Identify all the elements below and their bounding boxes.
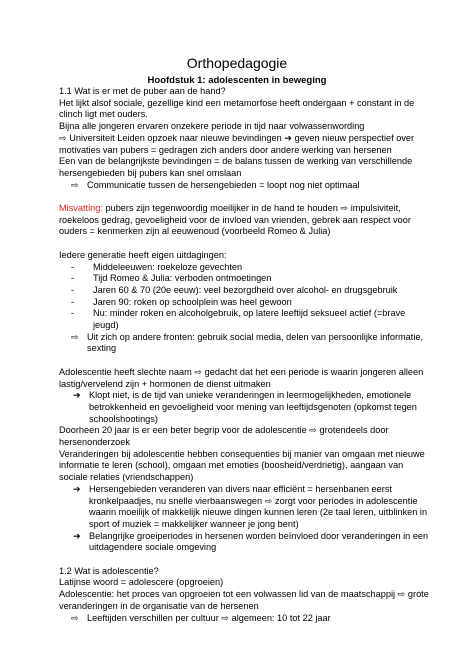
paragraph: Latijnse woord = adolescere (opgroeien) — [59, 577, 224, 588]
document-body — [59, 86, 431, 624]
document-title: Orthopedagogie — [186, 55, 288, 71]
list-item: - Jaren 60 & 70 (20e eeuw): veel bezorgdheid over alcohol- en drugsgebruik — [71, 284, 398, 295]
paragraph: ⇨ Universiteit Leiden opzoek naar nieuwe bevindingen ➔ geven nieuw perspectief over motivaties van pubers = gedragen zich anders door andere werking van hersenen — [59, 132, 415, 155]
paragraph: Misvatting: pubers zijn tegenwoordig moeilijker in de hand te houden ⇨ impulsiviteit, roekeloos gedrag, gevoeligheid voor de invloed van vrienden, gebrek aan respect voor ouders = kenmerken zijn al eeuwenoud (voorbeeld Romeo & Julia) — [59, 203, 411, 237]
outline-arrow-icon: ⇨ — [397, 589, 406, 600]
outline-arrow-icon: ⇨ — [340, 203, 349, 214]
outline-arrow-icon: ⇨ — [71, 179, 79, 190]
bullet-row: ⇨ Uit zich op andere fronten: gebruik social media, delen van persoonlijke informatie, sexting — [71, 331, 424, 354]
bullet-row: ➔ Belangrijke groeiperiodes in hersenen worden beïnvloed door veranderingen in een uitdagendere sociale omgeving — [73, 530, 429, 553]
bullet-row: ⇨ Leeftijden verschillen per cultuur ⇨ algemeen: 10 tot 22 jaar — [71, 612, 331, 623]
list-item: - Tijd Romeo & Julia: verboden ontmoetingen — [71, 273, 272, 284]
bullet-row: ➔ Hersengebieden veranderen van divers naar efficiënt = hersenbanen eerst kronkelpaadjes, nu snelle vierbaanswegen ⇨ zorgt voor periodes in adolescentie waarin moeilijk of makkelijk nieuwe dingen kunnen leren (2e taal leren, uitblinken in sport of muziek = makkelijker wanneer je jong bent) — [73, 483, 428, 529]
outline-arrow-icon: ⇨ — [59, 132, 67, 143]
bullet-row: ⇨ Communicatie tussen de hersengebieden = loopt nog niet optimaal — [71, 179, 360, 190]
bold-arrow-icon: ➔ — [73, 530, 81, 541]
paragraph: Een van de belangrijkste bevindingen = de balans tussen de werking van verschillende hersengebieden bij pubers kan snel omslaan — [59, 156, 413, 178]
paragraph: Adolescentie: het proces van opgroeien tot een volwassen lid van de maatschappij ⇨ grote veranderingen in de organisatie van de hersenen — [59, 589, 429, 611]
paragraph: Doorheen 20 jaar is er een beter begrip voor de adolescentie ⇨ grotendeels door hersenonderzoek — [59, 425, 389, 448]
outline-arrow-icon: ⇨ — [194, 366, 203, 377]
outline-arrow-icon: ⇨ — [71, 331, 79, 342]
paragraph: Veranderingen bij adolescentie hebben consequenties bij manier van omgaan met nieuwe informatie te leren (school), omgaan met emoties (boosheid/verdrietig), aangaan van sociale relaties (vriendschappen) — [59, 448, 425, 483]
section-heading-1-2: 1.2 Wat is adolescentie? — [59, 565, 159, 576]
bold-arrow-icon: ➔ — [284, 132, 293, 143]
paragraph: Iedere generatie heeft eigen uitdagingen: — [59, 249, 227, 260]
paragraph: Het lijkt alsof sociale, gezellige kind een metamorfose heeft ondergaan + constant in de clinch ligt met ouders. — [59, 97, 415, 120]
paragraph: Adolescentie heeft slechte naam ⇨ gedacht dat het een periode is waarin jongeren alleen lastig/vervelend zijn + hormonen de dienst uitmaken — [59, 366, 424, 389]
list-item: - Jaren 90: roken op schoolplein was heel gewoon — [71, 296, 292, 307]
list-item: - Nu: minder roken en alcoholgebruik, op latere leeftijd seksueel actief (=brave jeugd) — [71, 308, 406, 331]
chapter-heading: Hoofdstuk 1: adolescenten in beweging — [147, 75, 327, 86]
outline-arrow-icon: ⇨ — [71, 612, 79, 623]
outline-arrow-icon: ⇨ — [309, 425, 317, 436]
bullet-row: ➔ Klopt niet, is de tijd van unieke veranderingen in leermogelijkheden, emotionele betrokkenheid en gevoeligheid voor mening van leeftijdsgenoten (opkomst tegen schoolshootings) — [73, 390, 417, 424]
bold-arrow-icon: ➔ — [73, 390, 81, 401]
outline-arrow-icon: ⇨ — [264, 495, 273, 506]
highlight-label: Misvatting: — [59, 203, 103, 214]
outline-arrow-icon: ⇨ — [221, 612, 230, 623]
bold-arrow-icon: ➔ — [73, 483, 81, 494]
paragraph: Bijna alle jongeren ervaren onzekere periode in tijd naar volwassenwording — [59, 121, 365, 132]
section-heading-1-1: 1.1 Wat is er met de puber aan de hand? — [59, 86, 226, 96]
list-item: - Middeleeuwen: roekeloze gevechten — [71, 261, 243, 272]
